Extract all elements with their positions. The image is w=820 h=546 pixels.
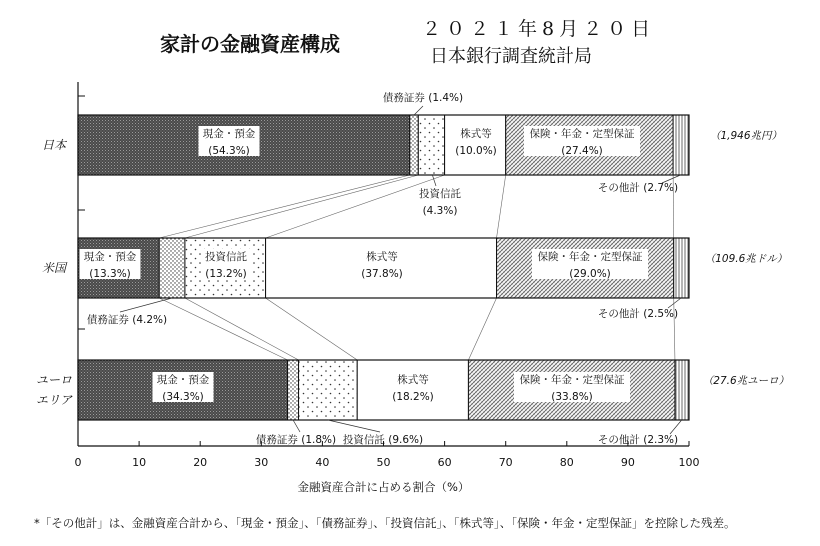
annotation-label: 債務証券 (1.4%) (382, 92, 464, 104)
segment-label: 株式等 (397, 374, 429, 386)
connector-line (185, 298, 299, 360)
total-label: （27.6兆ユーロ） (702, 375, 790, 387)
leader-line (120, 298, 172, 312)
leader-line (414, 106, 423, 115)
total-label: （109.6兆ドル） (704, 253, 788, 265)
x-tick-label: 30 (254, 456, 269, 469)
segment-label: 株式等 (460, 128, 492, 140)
data-label: (54.3%) (208, 145, 250, 157)
data-label: (18.2%) (392, 391, 434, 403)
chart-title: 家計の金融資産構成 (160, 32, 340, 56)
segment-label: 保険・年金・定型保証 (519, 374, 625, 386)
category-label: 米国 (41, 261, 67, 275)
connector-line (159, 298, 287, 360)
segment-label: 保険・年金・定型保証 (537, 251, 643, 263)
report-source: 日本銀行調査統計局 (430, 46, 592, 67)
annotation-label: 投資信託 (419, 188, 461, 200)
leader-line (293, 420, 300, 432)
bar-segment (674, 238, 689, 298)
annotation-label: 投資信託 (9.6%) (342, 434, 424, 446)
leader-line (670, 420, 682, 434)
x-tick-label: 60 (437, 456, 452, 469)
connector-line (159, 175, 410, 238)
annotation-label: 債務証券 (4.2%) (86, 314, 168, 326)
leader-line (328, 420, 380, 432)
x-tick-label: 20 (193, 456, 208, 469)
annotation-label: その他計 (2.5%) (597, 308, 679, 320)
data-label: (4.3%) (422, 205, 458, 217)
x-tick-label: 90 (620, 456, 635, 469)
total-label: （1,946兆円） (709, 130, 783, 142)
annotation-label: その他計 (2.7%) (597, 182, 679, 194)
data-label: (13.3%) (89, 268, 131, 280)
x-tick-label: 50 (376, 456, 391, 469)
data-label: (13.2%) (205, 268, 247, 280)
bar-segment (675, 360, 689, 420)
bar-segment (288, 360, 299, 420)
leader-line (668, 298, 681, 308)
annotation-label: 債務証券 (1.8%) (255, 434, 337, 446)
footnote: *「その他計」は、金融資産合計から、「現金・預金」、「債務証券」、「投資信託」、「株式等」、「保険・年金・定型保証」を控除した残差。 (34, 516, 736, 530)
segment-label: 現金・預金 (202, 128, 256, 140)
segment-label: 現金・預金 (156, 374, 210, 386)
x-tick-label: 0 (74, 456, 82, 469)
bar-segment (418, 115, 444, 175)
bar-segment (673, 115, 689, 175)
connector-line (468, 298, 496, 360)
segment-label: 株式等 (366, 251, 398, 263)
category-label: 日本 (41, 138, 67, 152)
x-tick-label: 80 (559, 456, 574, 469)
connector-line (185, 175, 418, 238)
segment-label: 保険・年金・定型保証 (529, 128, 635, 140)
connector-line (266, 175, 445, 238)
category-label: ユーロ (35, 373, 73, 387)
data-label: (10.0%) (455, 145, 497, 157)
data-label: (33.8%) (551, 391, 593, 403)
data-label: (34.3%) (162, 391, 204, 403)
x-tick-label: 100 (678, 456, 700, 469)
x-tick-label: 70 (498, 456, 513, 469)
data-label: (29.0%) (569, 268, 611, 280)
bar-segment (299, 360, 358, 420)
x-axis-label: 金融資産合計に占める割合（%） (297, 480, 470, 494)
bar-segment (159, 238, 185, 298)
segment-label: 投資信託 (205, 251, 247, 263)
connector-line (497, 175, 506, 238)
data-label: (27.4%) (561, 145, 603, 157)
connector-line (266, 298, 358, 360)
annotation-label: その他計 (2.3%) (597, 434, 679, 446)
bar-segment (410, 115, 419, 175)
category-label: エリア (35, 393, 73, 407)
x-tick-label: 10 (132, 456, 147, 469)
leader-line (432, 175, 436, 186)
data-label: (37.8%) (361, 268, 403, 280)
x-tick-label: 40 (315, 456, 330, 469)
segment-label: 現金・預金 (83, 251, 137, 263)
report-date: ２０２１年8月２０日 (422, 18, 656, 40)
